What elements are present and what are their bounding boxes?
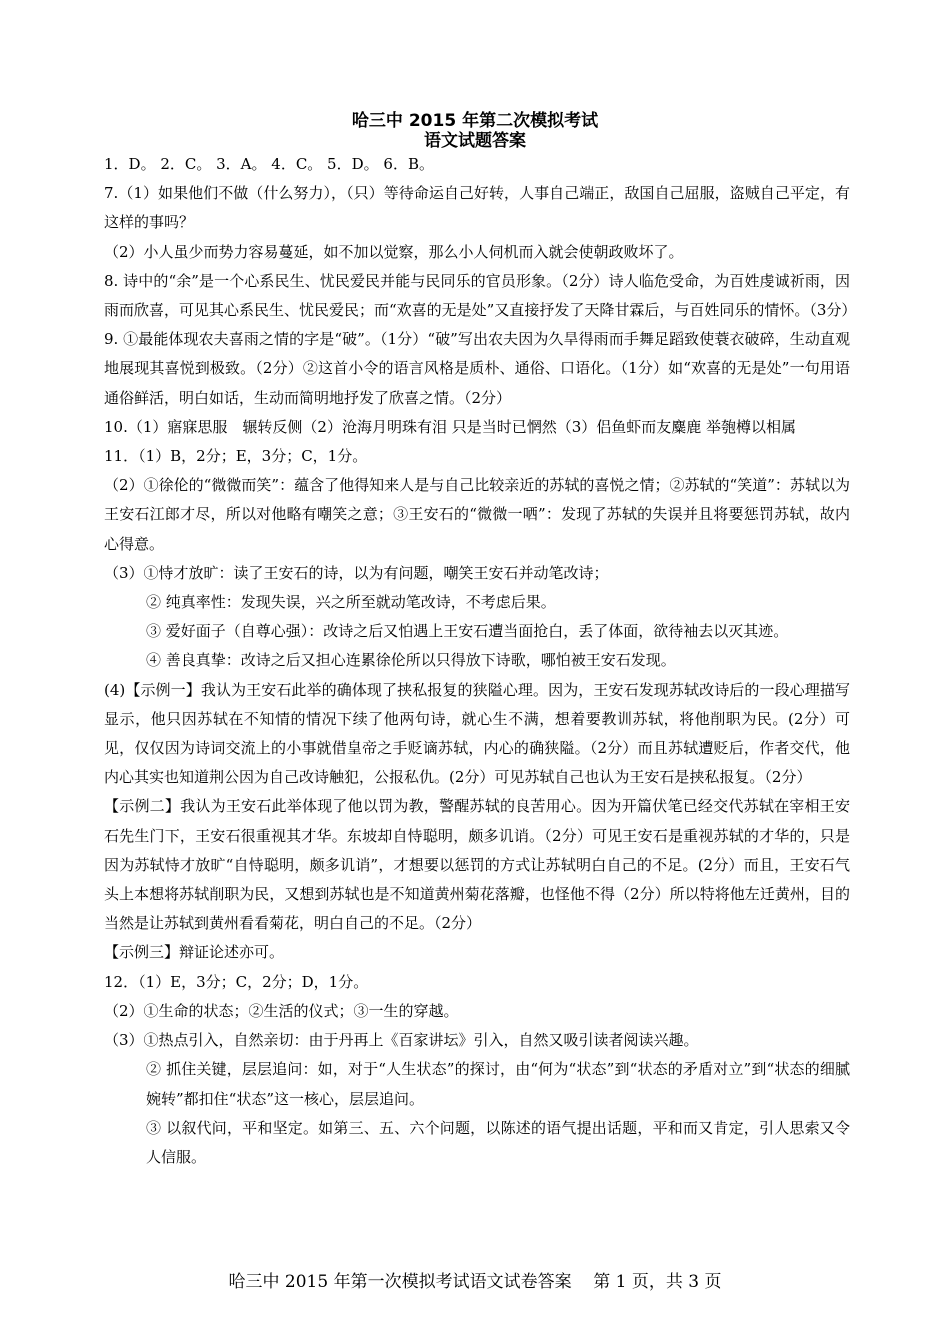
answer-q7-1: 7.（1）如果他们不做（什么努力），（只）等待命运自己好转，人事自己端正，敌国自己屈服，盗贼自己平定，有这样的事吗？ <box>104 184 850 232</box>
answer-q11-3a: （3）①恃才放旷：读了王安石的诗，以为有问题，嘲笑王安石并动笔改诗； <box>104 563 609 582</box>
page-title: 哈三中 2015 年第二次模拟考试 <box>351 111 599 131</box>
answer-q11-3b: ② 纯真率性：发现失误，兴之所至就动笔改诗，不考虑后果。 <box>146 593 556 612</box>
answer-q11-3c: ③ 爱好面子（自尊心强）：改诗之后又怕遇上王安石遭当面抢白，丢了体面，欲待袖去以灭其迹。 <box>146 622 789 641</box>
answer-body <box>104 150 857 1172</box>
answer-q11-3d: ④ 善良真挚：改诗之后又担心连累徐伦所以只得放下诗歌，哪怕被王安石发现。 <box>146 651 676 670</box>
answer-q11-4-example1: (4)【示例一】我认为王安石此举的确体现了挟私报复的狭隘心理。因为，王安石发现苏轼改诗后的一段心理描写显示，他只因苏轼在不知情的情况下续了他两句诗，就心生不满，想着要教训苏轼，将他削职为民。(2分）可见，仅仅因为诗词交流上的小事就借皇帝之手贬谪苏轼，内心的确狭隘。（2分）而且苏轼遭贬后，作者交代，他内心其实也知道荆公因为自己改诗触犯，公报私仇。(2分）可见苏轼自己也认为王安石是挟私报复。（2分） <box>104 680 850 787</box>
answer-q12-3c: ③ 以叙代问，平和坚定。如第三、五、六个问题，以陈述的语气提出话题，平和而又肯定，引人思索又令人信服。 <box>146 1118 850 1166</box>
footer-source: 哈三中 2015 年第一次模拟考试语文试卷答案 <box>228 1272 572 1292</box>
answer-q1-6: 1．D。 2．C。 3．A。 4．C。 5．D。 6．B。 <box>104 155 434 173</box>
answer-q11-4-example2: 【示例二】我认为王安石此举体现了他以罚为教，警醒苏轼的良苦用心。因为开篇伏笔已经交代苏轼在宰相王安石先生门下，王安石很重视其才华。东坡却自恃聪明，颇多讥诮。（2分）可见王安石是重视苏轼的才华的，只是因为苏轼恃才放旷“自恃聪明，颇多讥诮”，才想要以惩罚的方式让苏轼明白自己的不足。(2分）而且，王安石气头上本想将苏轼削职为民，又想到苏轼也是不知道黄州菊花落瓣，也怪他不得（2分）所以特将他左迁黄州，目的当然是让苏轼到黄州看看菊花，明白自己的不足。（2分） <box>104 797 850 933</box>
answer-q11-2: （2）①徐伦的“微微而笑”：蕴含了他得知来人是与自己比较亲近的苏轼的喜悦之情；②苏轼的“笑道”：苏轼以为王安石江郎才尽，所以对他略有嘲笑之意；③王安石的“微微一哂”：发现了苏轼的失误并且将要惩罚苏轼，故内心得意。 <box>104 476 850 553</box>
answer-q11-1: 11．（1）B，2分；E，3分；C，1分。 <box>104 447 368 466</box>
answer-q10: 10.（1）寤寐思服 辗转反侧（2）沧海月明珠有泪 只是当时已惘然（3）侣鱼虾而友麋鹿 举匏樽以相属 <box>104 417 797 436</box>
answer-q12-2: （2）①生命的状态；②生活的仪式；③一生的穿越。 <box>104 1001 459 1020</box>
answer-q12-1: 12．（1）E，3分；C，2分；D，1分。 <box>104 972 369 991</box>
page-subtitle: 语文试题答案 <box>424 131 526 151</box>
page-footer <box>0 1271 950 1293</box>
answer-q12-3b: ② 抓住关键，层层追问：如，对于“人生状态”的探讨，由“何为“状态”到“状态的矛盾对立”到“状态的细腻婉转”都扣住“状态”这一核心，层层追问。 <box>146 1060 850 1108</box>
answer-q7-2: （2）小人虽少而势力容易蔓延，如不加以觉察，那么小人伺机而入就会使朝政败坏了。 <box>104 242 684 261</box>
answer-q12-3a: （3）①热点引入，自然亲切：由于丹再上《百家讲坛》引入，自然又吸引读者阅读兴趣。 <box>104 1031 699 1050</box>
footer-page-number: 第 1 页，共 3 页 <box>593 1272 722 1292</box>
answer-q11-4-example3: 【示例三】辩证论述亦可。 <box>104 943 285 962</box>
answer-q9: 9. ①最能体现农夫喜雨之情的字是“破”。（1分）“破”写出农夫因为久旱得雨而手舞足蹈致使蓑衣破碎，生动直观地展现其喜悦到极致。（2分）②这首小令的语言风格是质朴、通俗、口语化。（1分）如“欢喜的无是处”一句用语通俗鲜活，明白如话，生动而简明地抒发了欣喜之情。（2分） <box>104 330 850 407</box>
answer-q8: 8. 诗中的“余”是一个心系民生、忧民爱民并能与民同乐的官员形象。（2分）诗人临危受命，为百姓虔诚祈雨，因雨而欣喜，可见其心系民生、忧民爱民；而“欢喜的无是处”又直接抒发了天降甘霖后，与百姓同乐的情怀。（3分） <box>104 271 857 320</box>
